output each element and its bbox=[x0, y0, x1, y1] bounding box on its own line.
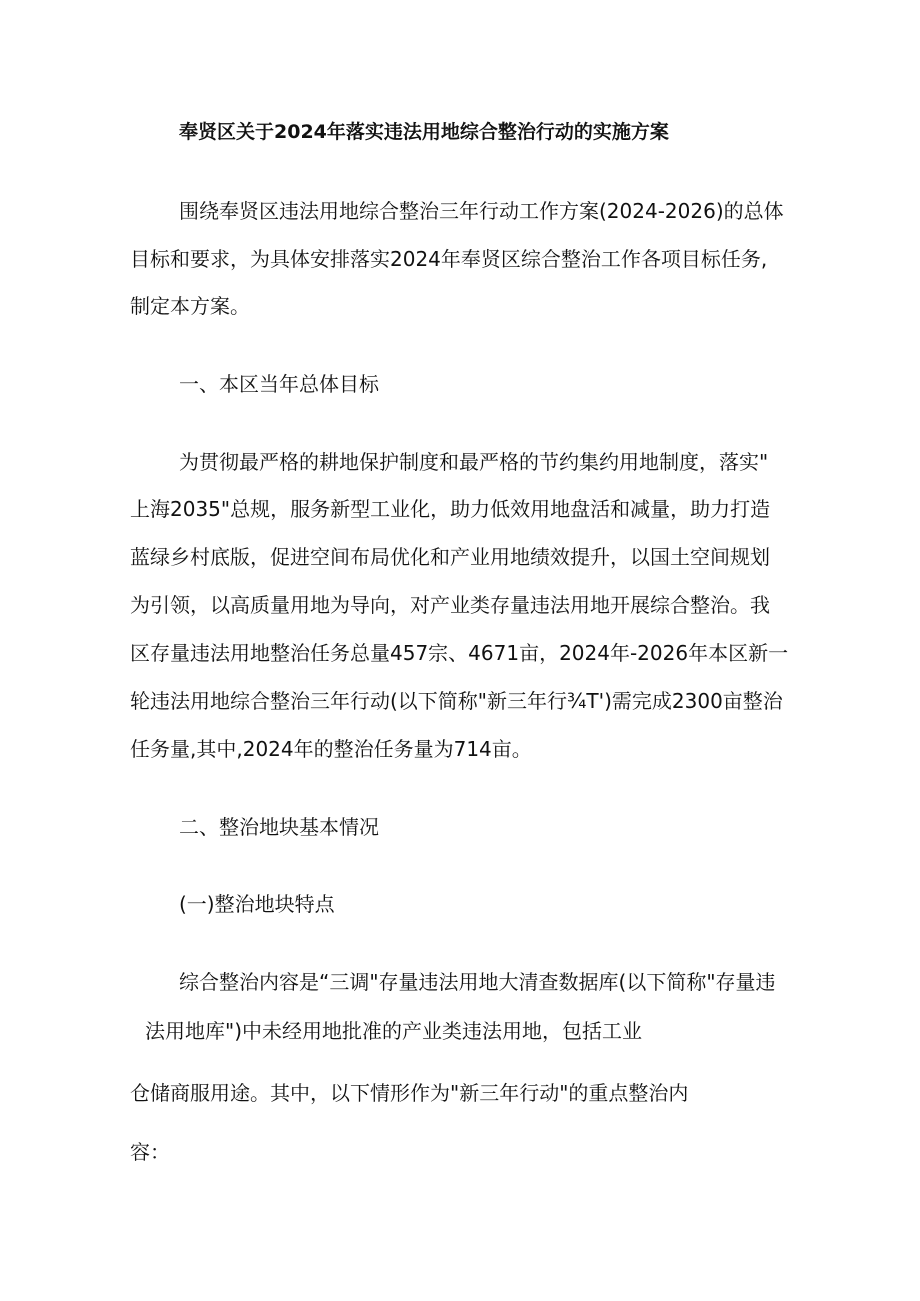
section-2-line: 仓储商服用途。其中，以下情形作为"新三年行动"的重点整治内 bbox=[130, 1081, 689, 1105]
section-2-subheading: (一)整治地块特点 bbox=[179, 892, 335, 916]
section-2-line: 综合整治内容是“三调"存量违法用地大清查数据库(以下简称"存量违 bbox=[179, 970, 776, 994]
section-1-line: 上海2035"总规，服务新型工业化，助力低效用地盘活和减量，助力打造 bbox=[130, 497, 771, 521]
section-1-line: 为贯彻最严格的耕地保护制度和最严格的节约集约用地制度，落实" bbox=[179, 450, 769, 474]
intro-line-3: 制定本方案。 bbox=[130, 294, 250, 318]
document-title: 奉贤区关于2024年落实违法用地综合整治行动的实施方案 bbox=[179, 121, 669, 143]
section-1-line: 任务量,其中,2024年的整治任务量为714亩。 bbox=[130, 737, 532, 761]
section-2-line: 容： bbox=[130, 1140, 170, 1164]
intro-line-1: 围绕奉贤区违法用地综合整治三年行动工作方案(2024-2026)的总体 bbox=[179, 199, 784, 223]
section-1-line: 轮违法用地综合整治三年行动(以下简称"新三年行¾T')需完成2300亩整治 bbox=[130, 689, 783, 713]
section-2-heading: 二、整治地块基本情况 bbox=[179, 815, 379, 839]
intro-line-2: 目标和要求，为具体安排落实2024年奉贤区综合整治工作各项目标任务, bbox=[130, 247, 768, 271]
section-1-line: 蓝绿乡村底版，促进空间布局优化和产业用地绩效提升，以国土空间规划 bbox=[130, 545, 770, 569]
section-2-line: 法用地库")中未经用地批准的产业类违法用地，包括工业 bbox=[145, 1019, 643, 1043]
section-1-line: 为引领，以高质量用地为导向，对产业类存量违法用地开展综合整治。我 bbox=[130, 593, 770, 617]
section-1-heading: 一、本区当年总体目标 bbox=[179, 372, 379, 396]
section-1-line: 区存量违法用地整治任务总量457宗、4671亩，2024年-2026年本区新一 bbox=[130, 641, 789, 665]
